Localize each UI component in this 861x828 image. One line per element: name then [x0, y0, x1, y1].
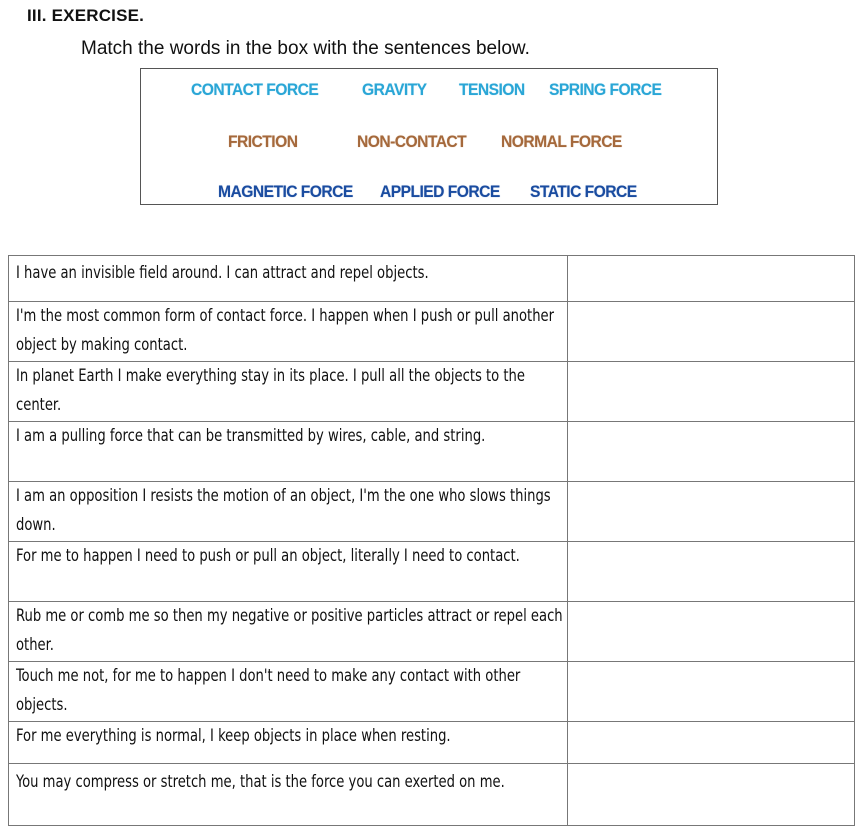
answer-cell[interactable] — [568, 542, 855, 602]
sentence-cell — [9, 362, 568, 422]
word-contact-force: CONTACT FORCE — [191, 80, 319, 99]
sentence-cell — [9, 482, 568, 542]
word-applied-force: APPLIED FORCE — [380, 182, 500, 201]
table-row — [9, 542, 855, 602]
table-row — [9, 662, 855, 722]
sentence-cell — [9, 602, 568, 662]
word-box — [140, 68, 718, 205]
answer-cell[interactable] — [568, 602, 855, 662]
sentence-text: I am an opposition I resists the motion of an object, I'm the one who slows things down. — [16, 486, 551, 535]
sentence-cell — [9, 422, 568, 482]
sentence-text: I am a pulling force that can be transmitted by wires, cable, and string. — [16, 426, 486, 446]
word-normal-force: NORMAL FORCE — [501, 132, 622, 151]
word-friction: FRICTION — [228, 132, 298, 151]
answer-cell[interactable] — [568, 764, 855, 826]
table-row — [9, 256, 855, 302]
instruction-text: Match the words in the box with the sentences below. — [81, 38, 530, 59]
table-row — [9, 722, 855, 764]
sentence-text: I'm the most common form of contact force. I happen when I push or pull another object by making contact. — [16, 306, 555, 355]
table-row — [9, 422, 855, 482]
word-magnetic-force: MAGNETIC FORCE — [218, 182, 353, 201]
table-row — [9, 764, 855, 826]
answer-cell[interactable] — [568, 722, 855, 764]
answer-cell[interactable] — [568, 256, 855, 302]
sentence-cell — [9, 302, 568, 362]
word-non-contact: NON-CONTACT — [357, 132, 467, 151]
sentence-cell — [9, 256, 568, 302]
table-row — [9, 602, 855, 662]
table-row — [9, 482, 855, 542]
sentence-text: You may compress or stretch me, that is the force you can exerted on me. — [16, 772, 505, 792]
answer-cell[interactable] — [568, 482, 855, 542]
sentence-cell — [9, 542, 568, 602]
answer-cell[interactable] — [568, 422, 855, 482]
answer-cell[interactable] — [568, 662, 855, 722]
exercise-table — [8, 255, 855, 826]
sentence-text: I have an invisible field around. I can attract and repel objects. — [16, 263, 429, 283]
sentence-text: Rub me or comb me so then my negative or positive particles attract or repel each other. — [16, 606, 563, 655]
sentence-text: For me everything is normal, I keep objects in place when resting. — [16, 726, 451, 746]
sentence-cell — [9, 662, 568, 722]
sentence-cell — [9, 722, 568, 764]
section-heading: III. EXERCISE. — [27, 6, 145, 25]
answer-cell[interactable] — [568, 302, 855, 362]
word-gravity: GRAVITY — [362, 80, 427, 99]
sentence-text: For me to happen I need to push or pull an object, literally I need to contact. — [16, 546, 520, 566]
sentence-cell — [9, 764, 568, 826]
sentence-text: In planet Earth I make everything stay in its place. I pull all the objects to the center. — [16, 366, 525, 415]
table-row — [9, 302, 855, 362]
sentence-text: Touch me not, for me to happen I don't need to make any contact with other objects. — [16, 666, 521, 715]
answer-cell[interactable] — [568, 362, 855, 422]
word-tension: TENSION — [459, 80, 525, 99]
table-row — [9, 362, 855, 422]
word-static-force: STATIC FORCE — [530, 182, 637, 201]
word-spring-force: SPRING FORCE — [549, 80, 662, 99]
